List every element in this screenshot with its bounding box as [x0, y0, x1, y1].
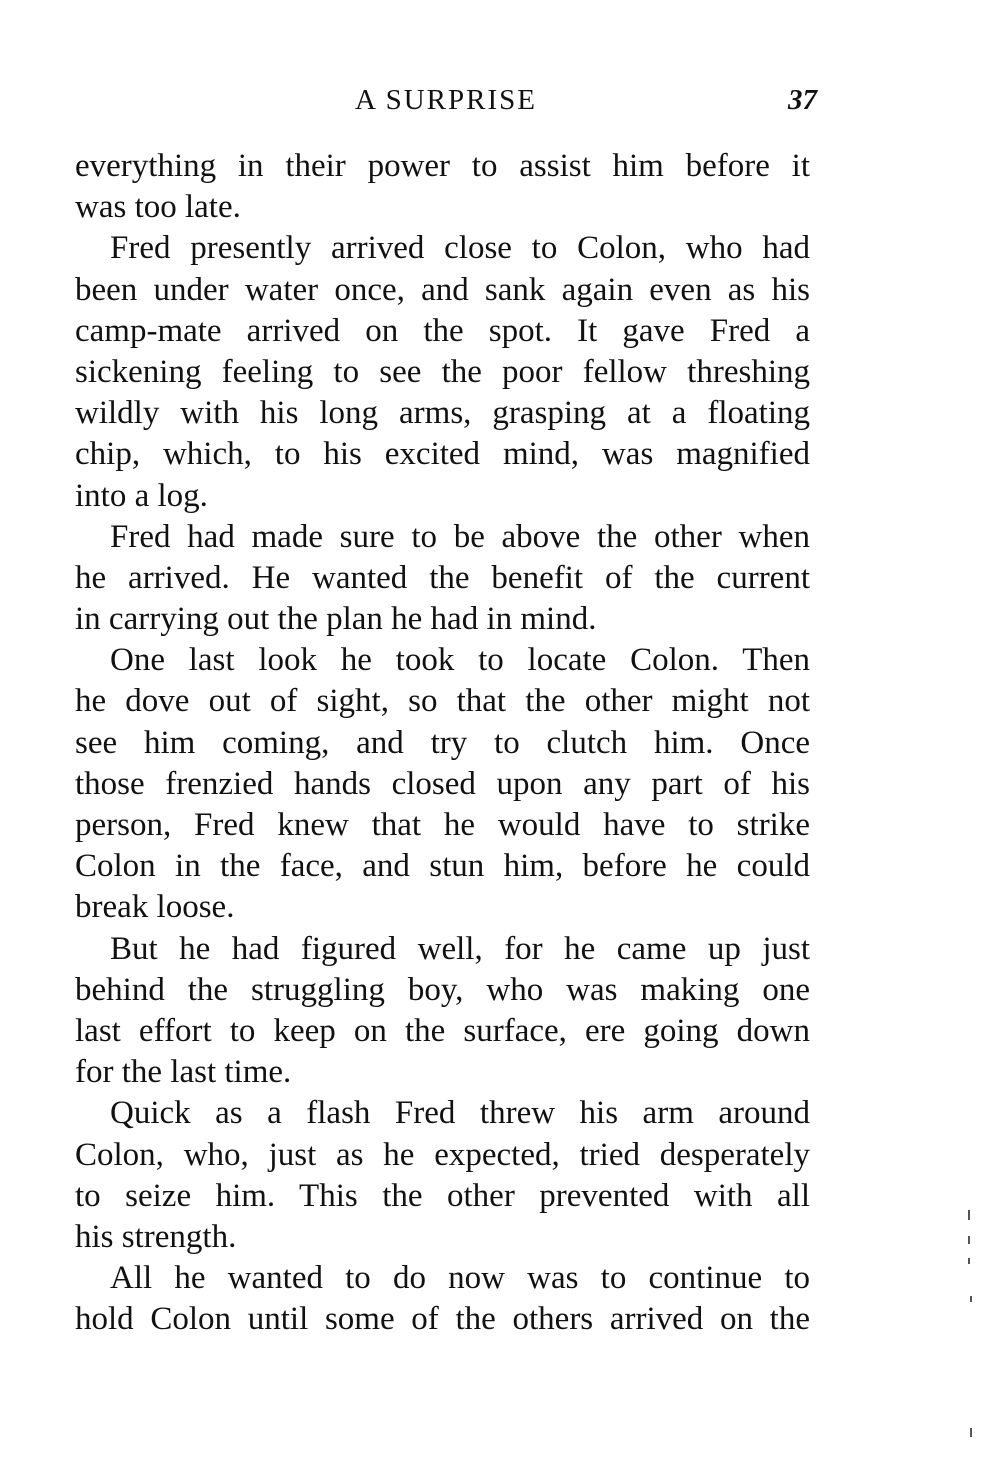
text-line: he arrived. He wanted the benefit of the current [75, 559, 810, 596]
text-line: was too late. [75, 189, 241, 226]
body-text [75, 146, 810, 1340]
text-line: person, Fred knew that he would have to strike [75, 807, 810, 843]
text-line: chip, which, to his excited mind, was magnified [75, 436, 810, 473]
running-title: A SURPRISE [355, 84, 537, 116]
text-line: break loose. [75, 889, 235, 926]
scan-speck [970, 1428, 972, 1437]
text-line: see him coming, and try to clutch him. Once [75, 724, 810, 761]
scan-speck [968, 1210, 970, 1220]
text-line: Quick as a flash Fred threw his arm around [110, 1095, 810, 1132]
page-number: 37 [788, 84, 817, 116]
text-line: for the last time. [75, 1054, 292, 1091]
text-line: behind the struggling boy, who was making one [75, 971, 810, 1008]
scan-speck [968, 1236, 970, 1244]
text-line: his strength. [75, 1218, 237, 1255]
text-line: in carrying out the plan he had in mind. [75, 601, 597, 638]
scan-specks [960, 1210, 972, 1450]
text-line: But he had figured well, for he came up just [110, 930, 810, 967]
scan-speck [970, 1296, 972, 1302]
text-line: to seize him. This the other prevented with all [75, 1177, 810, 1214]
text-line: Fred presently arrived close to Colon, who had [110, 230, 810, 267]
text-line: been under water once, and sank again even as his [75, 271, 810, 308]
text-line: wildly with his long arms, grasping at a floating [75, 395, 810, 432]
text-line: hold Colon until some of the others arrived on the [75, 1301, 810, 1338]
text-line: Colon in the face, and stun him, before he could [75, 848, 810, 885]
text-line: last effort to keep on the surface, ere going down [75, 1012, 810, 1049]
text-line: All he wanted to do now was to continue to [110, 1260, 810, 1297]
text-line: Colon, who, just as he expected, tried desperately [75, 1136, 810, 1173]
text-line: One last look he took to locate Colon. Then [110, 642, 810, 679]
text-line: into a log. [75, 477, 208, 514]
text-line: sickening feeling to see the poor fellow threshing [75, 353, 810, 390]
text-line: he dove out of sight, so that the other might not [75, 683, 810, 720]
text-line: those frenzied hands closed upon any part of his [75, 765, 810, 802]
text-line: Fred had made sure to be above the other when [110, 518, 810, 555]
text-line: camp-mate arrived on the spot. It gave Fred a [75, 312, 810, 349]
text-line: everything in their power to assist him before it [75, 148, 810, 184]
scan-speck [968, 1258, 970, 1264]
running-head [75, 82, 817, 122]
